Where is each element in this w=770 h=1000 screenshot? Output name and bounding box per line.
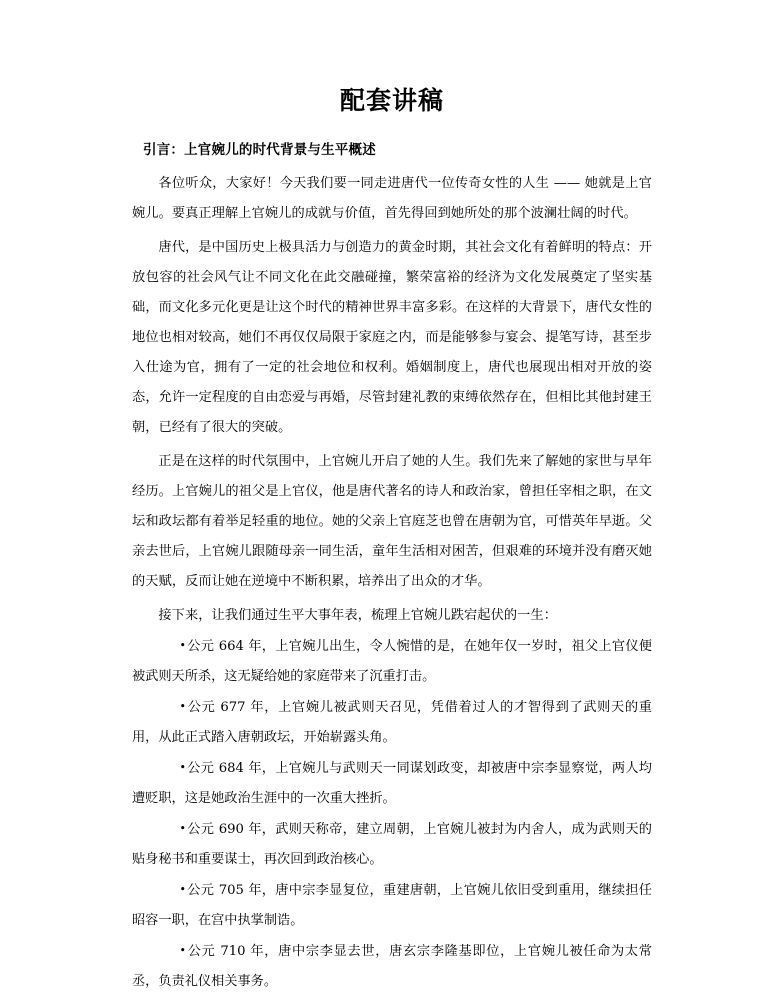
timeline-list — [132, 631, 652, 997]
list-item — [132, 692, 652, 753]
body-paragraph-4: 接下来，让我们通过生平大事年表，梳理上官婉儿跌宕起伏的一生： — [158, 608, 558, 623]
list-item — [132, 753, 652, 814]
list-item — [132, 936, 652, 997]
body-paragraph-2: 唐代，是中国历史上极具活力与创造力的黄金时期，其社会文化有着鲜明的特点：开放包容的社会风气让不同文化在此交融碰撞，繁荣富裕的经济为文化发展奠定了坚实基础，而文化多元化更是让这个时代的精神世界丰富多彩。在这样的大背景下，唐代女性的地位也相对较高，她们不再仅仅局限于家庭之内，而是能够参与宴会、提笔写诗，甚至步入仕途为官，拥有了一定的社会地位和权利。婚姻制度上，唐代也展现出相对开放的姿态，允许一定程度的自由恋爱与再婚，尽管封建礼教的束缚依然存在，但相比其他封建王朝，已经有了很大的突破。 — [132, 240, 652, 435]
timeline-entry-710: • 公元 710 年，唐中宗李显去世，唐玄宗李隆基即位，上官婉儿被任命为太常丞，负责礼仪相关事务。 — [132, 936, 652, 997]
list-item — [132, 875, 652, 936]
page-title: 配套讲稿 — [339, 86, 444, 115]
timeline-entry-705: • 公元 705 年，唐中宗李显复位，重建唐朝，上官婉儿依旧受到重用，继续担任昭容一职，在宫中执掌制诰。 — [132, 875, 652, 936]
body-paragraph-1: 各位听众，大家好！今天我们要一同走进唐代一位传奇女性的人生 —— 她就是上官婉儿。要真正理解上官婉儿的成就与价值，首先得回到她所处的那个波澜壮阔的时代。 — [132, 176, 652, 221]
timeline-entry-684: • 公元 684 年，上官婉儿与武则天一同谋划政变，却被唐中宗李显察觉，两人均遭贬职，这是她政治生涯中的一次重大挫折。 — [132, 753, 652, 814]
section-subtitle: 引言：上官婉儿的时代背景与生平概述 — [143, 142, 376, 158]
list-item — [132, 814, 652, 875]
timeline-entry-677: • 公元 677 年，上官婉儿被武则天召见，凭借着过人的才智得到了武则天的重用，从此正式踏入唐朝政坛，开始崭露头角。 — [132, 692, 652, 753]
list-item — [132, 631, 652, 692]
timeline-entry-664: • 公元 664 年，上官婉儿出生，令人惋惜的是，在她年仅一岁时，祖父上官仪便被武则天所杀，这无疑给她的家庭带来了沉重打击。 — [132, 631, 652, 692]
timeline-entry-690: • 公元 690 年，武则天称帝，建立周朝，上官婉儿被封为内舍人，成为武则天的贴身秘书和重要谋士，再次回到政治核心。 — [132, 814, 652, 875]
body-paragraph-3: 正是在这样的时代氛围中，上官婉儿开启了她的人生。我们先来了解她的家世与早年经历。上官婉儿的祖父是上官仪，他是唐代著名的诗人和政治家，曾担任宰相之职，在文坛和政坛都有着举足轻重的地位。她的父亲上官庭芝也曾在唐朝为官，可惜英年早逝。父亲去世后，上官婉儿跟随母亲一同生活，童年生活相对困苦，但艰难的环境并没有磨灭她的天赋，反而让她在逆境中不断积累，培养出了出众的才华。 — [132, 454, 652, 589]
